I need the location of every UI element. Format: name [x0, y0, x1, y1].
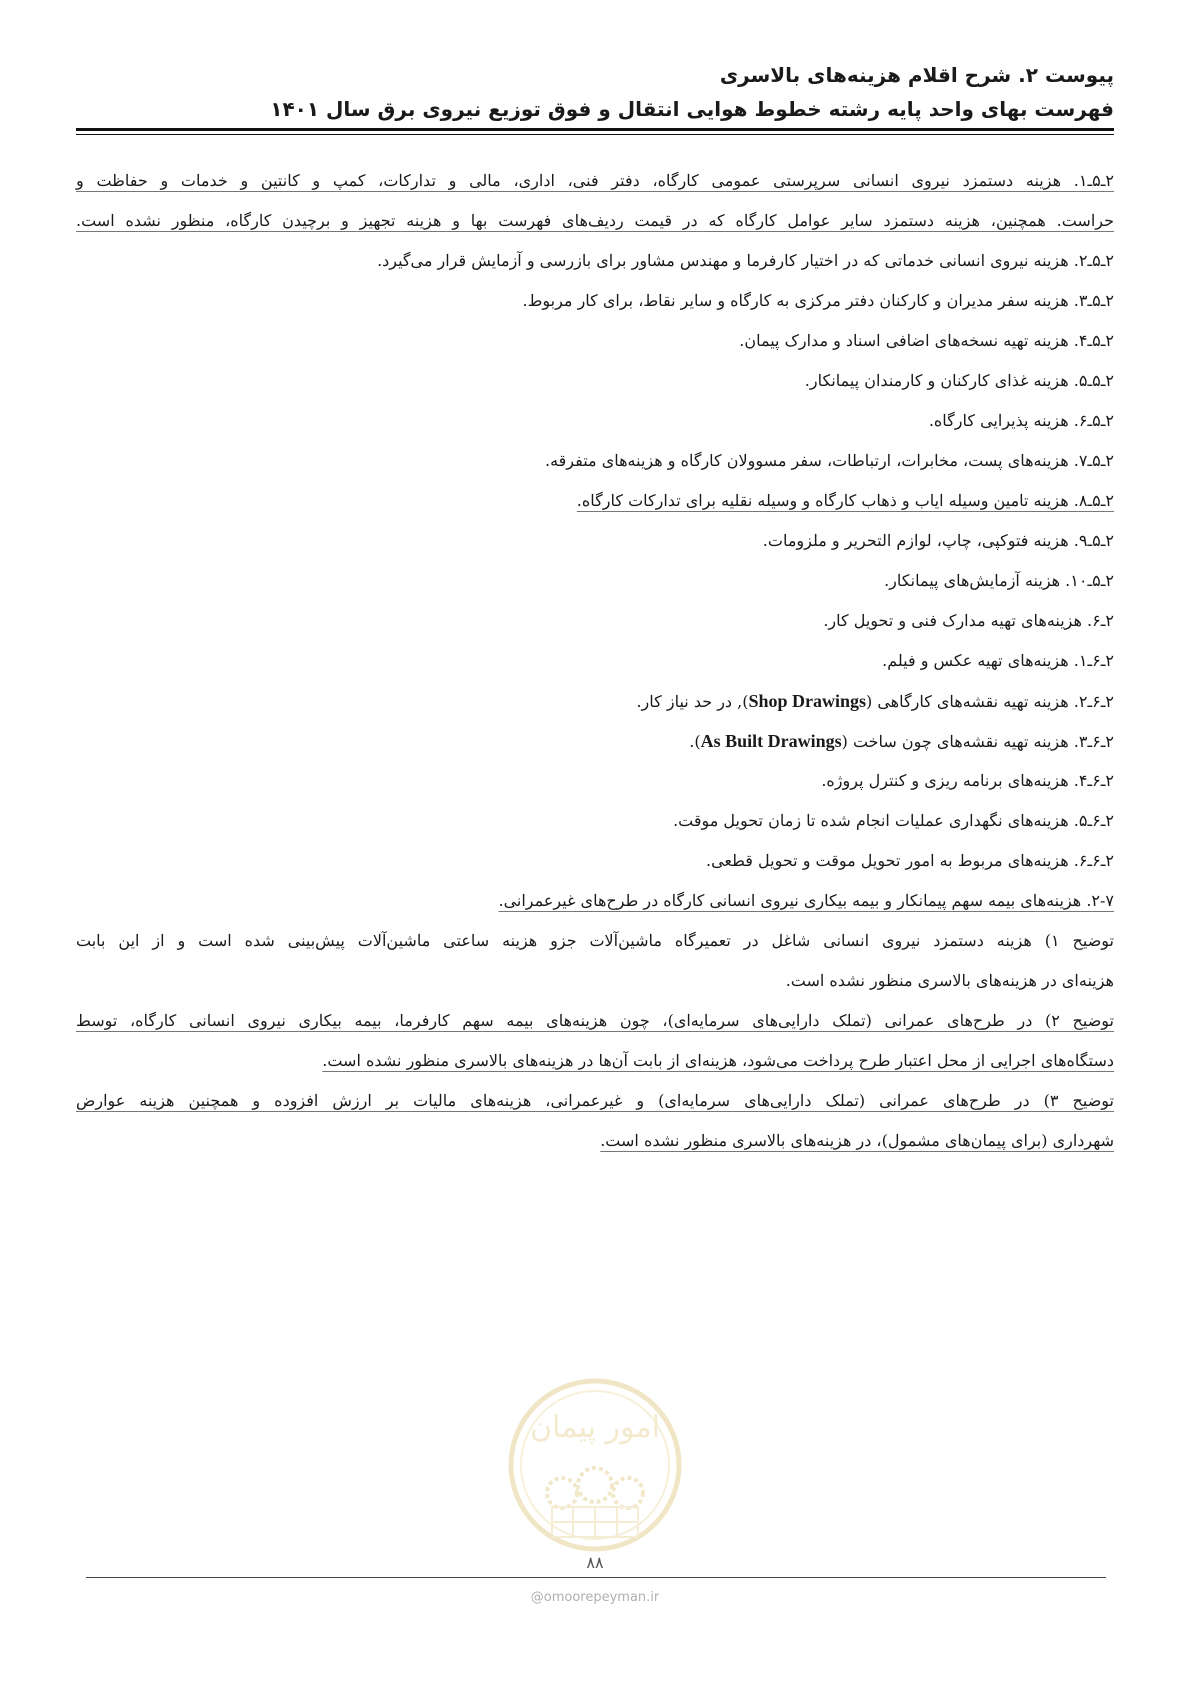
item-2-6-1: ۲ـ۶ـ۱. هزینه‌های تهیه عکس و فیلم.: [882, 651, 1114, 670]
item-2-5-10: ۲ـ۵ـ۱۰. هزینه آزمایش‌های پیمانکار.: [884, 571, 1114, 590]
item-2-6-6: ۲ـ۶ـ۶. هزینه‌های مربوط به امور تحویل موقت و تحویل قطعی.: [706, 851, 1114, 870]
document-body: [76, 161, 1114, 1161]
page-header: [76, 58, 1114, 126]
page-number: ۸۸: [586, 1553, 604, 1572]
appendix-title: پیوست ۲. شرح اقلام هزینه‌های بالاسری: [719, 63, 1114, 87]
note-2-line-2: دستگاه‌های اجرایی از محل اعتبار طرح پرداخت می‌شود، هزینه‌ای از بابت آن‌ها در هزینه‌های بالاسری منظور نشده است.: [322, 1051, 1114, 1070]
watermark-logo: [504, 1375, 686, 1555]
document-subtitle: فهرست بهای واحد پایه رشته خطوط هوایی انتقال و فوق توزیع نیروی برق سال ۱۴۰۱: [270, 97, 1114, 121]
item-2-5-2: ۲ـ۵ـ۲. هزینه نیروی انسانی خدماتی که در اختیار کارفرما و مهندس مشاور برای بازرسی و آزمایش قرار می‌گیرد.: [377, 251, 1114, 270]
item-2-5-9: ۲ـ۵ـ۹. هزینه فتوکپی، چاپ، لوازم التحریر و ملزومات.: [762, 531, 1114, 550]
footer-rule: [86, 1577, 1106, 1578]
header-rule-thin: [76, 134, 1114, 135]
note-1-line-1: توضیح ۱) هزینه دستمزد نیروی انسانی شاغل در تعمیرگاه ماشین‌آلات جزو هزینه ساعتی ماشین‌آلات پیش‌بینی شده است و از این بابت: [76, 931, 1115, 950]
item-2-6-3: ۲ـ۶ـ۳. هزینه تهیه نقشه‌های چون ساخت (As Built Drawings).: [689, 731, 1114, 751]
item-2-5-8: ۲ـ۵ـ۸. هزینه تامین وسیله ایاب و ذهاب کارگاه و وسیله نقلیه برای تدارکات کارگاه.: [576, 491, 1114, 510]
item-2-6: ۲ـ۶. هزینه‌های تهیه مدارک فنی و تحویل کار.: [823, 611, 1114, 630]
svg-text:امور پیمان: امور پیمان: [530, 1410, 660, 1445]
item-2-5-1-line-2: حراست. همچنین، هزینه دستمزد سایر عوامل کارگاه که در قیمت ردیف‌های فهرست بها و هزینه تجهیز و برچیدن کارگاه، منظور نشده است.: [76, 211, 1114, 230]
as-built-drawings-term: As Built Drawings: [700, 731, 842, 751]
header-rule-thick: [76, 128, 1114, 131]
item-2-5-5: ۲ـ۵ـ۵. هزینه غذای کارکنان و کارمندان پیمانکار.: [804, 371, 1114, 390]
note-1-line-2: هزینه‌ای در هزینه‌های بالاسری منظور نشده است.: [785, 971, 1114, 990]
item-2-7: ۲-۷. هزینه‌های بیمه سهم پیمانکار و بیمه بیکاری نیروی انسانی کارگاه در طرح‌های غیرعمرانی.: [498, 891, 1114, 910]
footer-website: @omoorepeyman.ir: [530, 1590, 660, 1605]
item-2-5-4: ۲ـ۵ـ۴. هزینه تهیه نسخه‌های اضافی اسناد و مدارک پیمان.: [739, 331, 1114, 350]
note-3-line-2: شهرداری (برای پیمان‌های مشمول)، در هزینه‌های بالاسری منظور نشده است.: [600, 1131, 1114, 1150]
shop-drawings-term: Shop Drawings: [748, 691, 866, 711]
note-2-line-1: توضیح ۲) در طرح‌های عمرانی (تملک دارایی‌های سرمایه‌ای)، چون هزینه‌های بیمه سهم کارفرما، بیمه بیکاری نیروی انسانی کارگاه، توسط: [76, 1011, 1115, 1030]
item-2-6-2: ۲ـ۶ـ۲. هزینه تهیه نقشه‌های کارگاهی (Shop Drawings), در حد نیاز کار.: [636, 691, 1114, 711]
item-2-5-6: ۲ـ۵ـ۶. هزینه پذیرایی کارگاه.: [928, 411, 1114, 430]
item-2-6-4: ۲ـ۶ـ۴. هزینه‌های برنامه ریزی و کنترل پروژه.: [821, 771, 1114, 790]
item-2-5-3: ۲ـ۵ـ۳. هزینه سفر مدیران و کارکنان دفتر مرکزی به کارگاه و سایر نقاط، برای کار مربوط.: [522, 291, 1114, 310]
note-3-line-1: توضیح ۳) در طرح‌های عمرانی (تملک دارایی‌های سرمایه‌ای) و غیرعمرانی، هزینه‌های مالیات بر ارزش افزوده و همچنین هزینه عوارض: [76, 1091, 1114, 1110]
item-2-5-1-line-1: ۲ـ۵ـ۱. هزینه دستمزد نیروی انسانی سرپرستی عمومی کارگاه، دفتر فنی، اداری، مالی و تدارکات، کمپ و کانتین و خدمات و حفاظت و: [76, 171, 1114, 190]
item-2-6-5: ۲ـ۶ـ۵. هزینه‌های نگهداری عملیات انجام شده تا زمان تحویل موقت.: [673, 811, 1114, 830]
item-2-5-7: ۲ـ۵ـ۷. هزینه‌های پست، مخابرات، ارتباطات، سفر مسوولان کارگاه و هزینه‌های متفرقه.: [544, 451, 1114, 470]
